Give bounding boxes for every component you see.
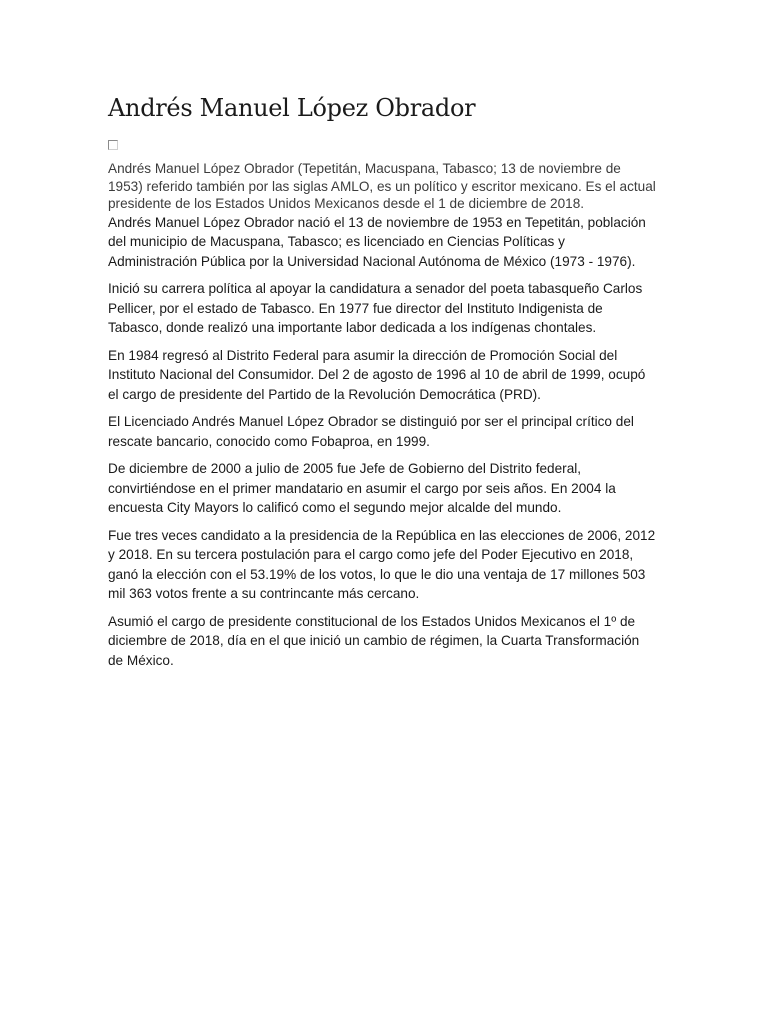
paragraph-fobaproa: El Licenciado Andrés Manuel López Obrador se distinguió por ser el principal crítico del rescate bancario, conocido como Fobaproa, en 1999. (108, 414, 634, 449)
paragraph-early-career: Inició su carrera política al apoyar la candidatura a senador del poeta tabasqueño Carlos Pellicer, por el estado de Tabasco. En 1977 fue director del Instituto Indigenista de Tabasco, donde realizó una importante labor dedicada a los indígenas chontales. (108, 281, 643, 335)
page-title: Andrés Manuel López Obrador (108, 94, 476, 122)
paragraph-head-of-government: De diciembre de 2000 a julio de 2005 fue Jefe de Gobierno del Distrito federal, convirtiéndose en el primer mandatario en asumir el cargo por seis años. En 2004 la encuesta City Mayors lo calificó como el segundo mejor alcalde del mundo. (108, 461, 616, 515)
document-body (108, 160, 656, 678)
paragraph-candidacies: Fue tres veces candidato a la presidencia de la República en las elecciones de 2006, 2012 y 2018. En su tercera postulación para el cargo como jefe del Poder Ejecutivo en 2018, ganó la elección con el 53.19% de los votos, lo que le dio una ventaja de 17 millones 503 mil 363 votos frente a su contrincante más cercano. (108, 527, 656, 601)
paragraph-birth: Andrés Manuel López Obrador nació el 13 de noviembre de 1953 en Tepetitán, población del municipio de Macuspana, Tabasco; es licenciado en Ciencias Políticas y Administración Pública por la Universidad Nacional Autónoma de México (1973 - 1976). (108, 214, 646, 269)
broken-image-icon (108, 140, 118, 150)
intro-paragraph: Andrés Manuel López Obrador (Tepetitán, Macuspana, Tabasco; 13 de noviembre de 1953) referido también por las siglas AMLO, es un político y escritor mexicano. Es el actual presidente de los Estados Unidos Mexicanos desde el 1 de diciembre de 2018. (108, 161, 656, 211)
paragraph-presidency: Asumió el cargo de presidente constitucional de los Estados Unidos Mexicanos el 1º de diciembre de 2018, día en el que inició un cambio de régimen, la Cuarta Transformación de México. (108, 613, 640, 668)
paragraph-federal-district: En 1984 regresó al Distrito Federal para asumir la dirección de Promoción Social del Instituto Nacional del Consumidor. Del 2 de agosto de 1996 al 10 de abril de 1999, ocupó el cargo de presidente del Partido de la Revolución Democrática (PRD). (108, 347, 646, 402)
